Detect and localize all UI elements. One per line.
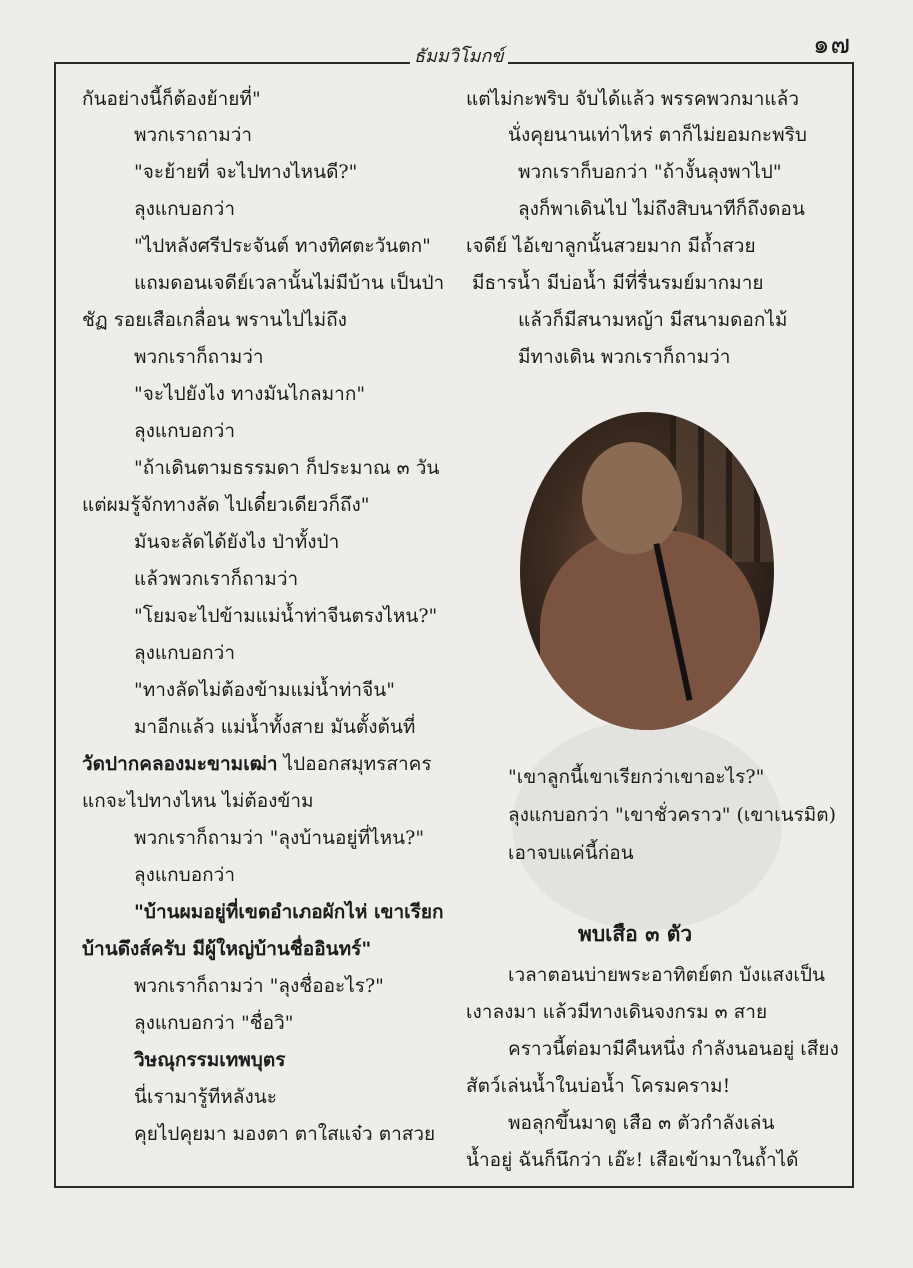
left-line: พวกเราก็ถามว่า [134,346,264,368]
right-line: แล้วก็มีสนามหญ้า มีสนามดอกไม้ [518,309,788,331]
right-line: แต่ไม่กะพริบ จับได้แล้ว พรรคพวกมาแล้ว [466,88,799,110]
right-line: พวกเราก็บอกว่า "ถ้างั้นลุงพาไป" [518,161,782,183]
photo-head [582,442,682,554]
left-line: พวกเราก็ถามว่า "ลุงชื่ออะไร?" [134,975,384,997]
right-line: "เขาลูกนี้เขาเรียกว่าเขาอะไร?" [508,766,765,788]
left-line: แล้วพวกเราก็ถามว่า [134,568,299,590]
left-line: มาอีกแล้ว แม่น้ำทั้งสาย มันตั้งต้นที่ [134,716,416,738]
left-line: ลุงแกบอกว่า [134,198,235,220]
left-line: แต่ผมรู้จักทางลัด ไปเดี๋ยวเดียวก็ถึง" [82,494,370,516]
left-line: "ทางลัดไม่ต้องข้ามแม่น้ำท่าจีน" [134,679,395,701]
left-line: "ไปหลังศรีประจันต์ ทางทิศตะวันตก" [134,235,431,257]
left-line: พวกเราก็ถามว่า "ลุงบ้านอยู่ที่ไหน?" [134,827,425,849]
left-line: พวกเราถามว่า [134,124,253,146]
left-line-bold: "บ้านผมอยู่ที่เขตอำเภอผักไห่ เขาเรียก [134,901,444,923]
left-line: คุยไปคุยมา มองตา ตาใสแจ๋ว ตาสวย [134,1123,436,1145]
left-line: แกจะไปทางไหน ไม่ต้องข้าม [82,790,314,812]
right-line: เงาลงมา แล้วมีทางเดินจงกรม ๓ สาย [466,1001,768,1023]
right-line: สัตว์เล่นน้ำในบ่อน้ำ โครมคราม! [466,1075,731,1097]
section-heading: พบเสือ ๓ ตัว [578,921,693,946]
bold-place-name: วัดปากคลองมะขามเฒ่า [82,753,278,775]
left-line-bold: วิษณุกรรมเทพบุตร [134,1049,286,1071]
right-line: ลุงแกบอกว่า "เขาชั่วคราว" (เขาเนรมิต) [508,804,837,826]
left-line: ลุงแกบอกว่า [134,864,235,886]
left-line: แถมดอนเจดีย์เวลานั้นไม่มีบ้าน เป็นป่า [134,272,445,294]
left-line: ลุงแกบอกว่า "ชื่อวิ" [134,1012,294,1034]
right-line: ลุงก็พาเดินไป ไม่ถึงสิบนาทีก็ถึงดอน [518,198,805,220]
right-line: พอลุกขึ้นมาดู เสือ ๓ ตัวกำลังเล่น [508,1112,775,1134]
page-header-title: ธัมมวิโมกข์ [410,41,508,70]
left-line [82,749,432,779]
right-line: เอาจบแค่นี้ก่อน [508,842,634,864]
left-line: นี่เรามารู้ทีหลังนะ [134,1086,277,1108]
left-line: "โยมจะไปข้ามแม่น้ำท่าจีนตรงไหน?" [134,605,438,627]
left-line: มันจะลัดได้ยังไง ป่าทั้งป่า [134,531,340,553]
right-line: นั่งคุยนานเท่าไหร่ ตาก็ไม่ยอมกะพริบ [508,124,807,146]
page-number: ๑๗ [812,30,851,60]
photo-robe [540,530,760,730]
left-line: กันอย่างนี้ก็ต้องย้ายที่" [82,88,261,110]
monk-portrait-photo [520,412,774,730]
right-line: น้ำอยู่ ฉันก็นึกว่า เอ๊ะ! เสือเข้ามาในถ้ำได้ [466,1149,799,1171]
left-line: ลุงแกบอกว่า [134,642,235,664]
right-line: คราวนี้ต่อมามีคืนหนึ่ง กำลังนอนอยู่ เสียง [508,1038,839,1060]
right-line: มีทางเดิน พวกเราก็ถามว่า [518,346,731,368]
left-line: ลุงแกบอกว่า [134,420,235,442]
left-line-bold: บ้านดึงส์ครับ มีผู้ใหญ่บ้านชื่ออินทร์" [82,938,372,960]
left-line: ชัฏ รอยเสือเกลื่อน พรานไปไม่ถึง [82,309,347,331]
left-line: "จะย้ายที่ จะไปทางไหนดี?" [134,161,358,183]
left-line: "ถ้าเดินตามธรรมดา ก็ประมาณ ๓ วัน [134,457,440,479]
right-line: เจดีย์ ไอ้เขาลูกนั้นสวยมาก มีถ้ำสวย [466,235,756,257]
right-line: มีธารน้ำ มีบ่อน้ำ มีที่รื่นรมย์มากมาย [472,272,764,294]
right-line: เวลาตอนบ่ายพระอาทิตย์ตก บังแสงเป็น [508,964,825,986]
left-line-tail: ไปออกสมุทรสาคร [283,753,432,775]
left-line: "จะไปยังไง ทางมันไกลมาก" [134,383,366,405]
